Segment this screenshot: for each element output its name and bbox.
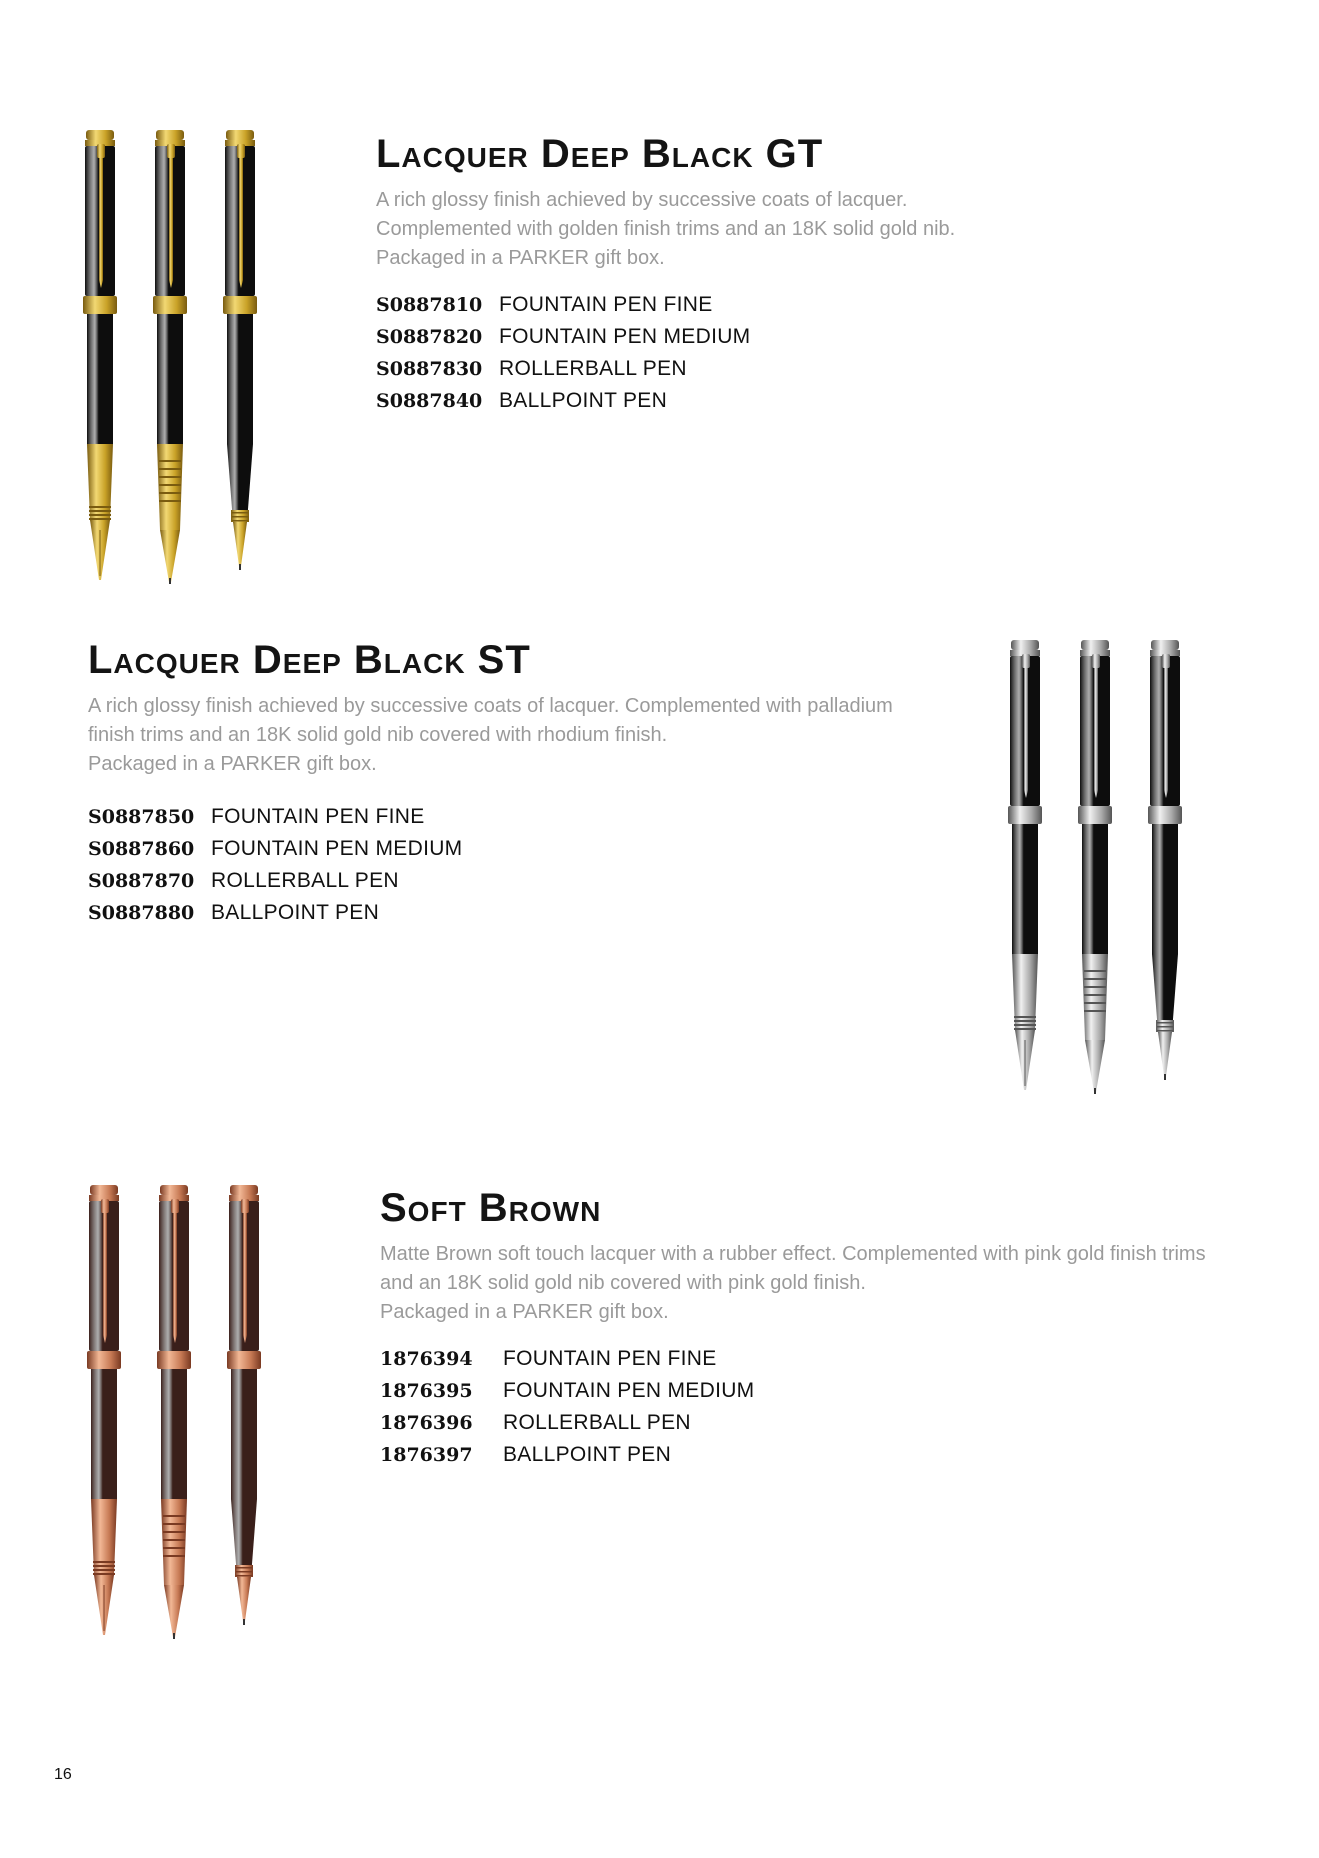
product-title: Lacquer Deep Black ST xyxy=(88,638,531,682)
pens-svg xyxy=(1005,640,1205,1120)
rollerball-pen-icon xyxy=(1078,640,1112,1094)
rollerball-pen-icon xyxy=(153,130,187,584)
product-code-table xyxy=(380,1343,754,1471)
table-row xyxy=(380,1375,754,1407)
description-line: Matte Brown soft touch lacquer with a rubber effect. Complemented with pink gold finish trims xyxy=(380,1243,1206,1265)
description-line: Packaged in a PARKER gift box. xyxy=(88,753,377,775)
product-description xyxy=(88,692,893,779)
pens-image-gt xyxy=(80,130,280,610)
item-code: S0887870 xyxy=(88,870,195,892)
item-code: 1876395 xyxy=(380,1380,473,1402)
ballpoint-pen-icon xyxy=(227,1185,261,1625)
table-row xyxy=(88,801,462,833)
item-name: BALLPOINT PEN xyxy=(503,1443,672,1466)
pens-svg xyxy=(80,130,280,610)
item-code: S0887860 xyxy=(88,838,195,860)
item-code: S0887830 xyxy=(376,358,483,380)
description-line: Packaged in a PARKER gift box. xyxy=(380,1301,669,1323)
fountain-pen-icon xyxy=(1008,640,1042,1090)
description-line: Complemented with golden finish trims and an 18K solid gold nib. xyxy=(376,218,956,240)
product-title: Soft Brown xyxy=(380,1186,602,1230)
item-code: S0887850 xyxy=(88,806,195,828)
table-row xyxy=(88,865,462,897)
item-code: S0887880 xyxy=(88,902,195,924)
item-name: FOUNTAIN PEN MEDIUM xyxy=(499,325,751,348)
product-soft-brown xyxy=(380,1184,1206,1471)
table-row xyxy=(376,385,750,417)
description-line: and an 18K solid gold nib covered with pink gold finish. xyxy=(380,1272,866,1294)
pens-image-st xyxy=(1005,640,1205,1120)
item-code: S0887820 xyxy=(376,326,483,348)
product-code-table xyxy=(376,289,750,417)
pens-image-soft-brown xyxy=(84,1185,284,1665)
item-code: S0887840 xyxy=(376,390,483,412)
item-name: BALLPOINT PEN xyxy=(499,389,668,412)
table-row xyxy=(380,1343,754,1375)
ballpoint-pen-icon xyxy=(223,130,257,570)
table-row xyxy=(376,353,750,385)
rollerball-pen-icon xyxy=(157,1185,191,1639)
ballpoint-pen-icon xyxy=(1148,640,1182,1080)
item-name: FOUNTAIN PEN FINE xyxy=(499,293,713,316)
product-description xyxy=(380,1240,1206,1327)
pens-svg xyxy=(84,1185,284,1665)
item-name: ROLLERBALL PEN xyxy=(503,1411,691,1434)
fountain-pen-icon xyxy=(87,1185,121,1635)
item-name: FOUNTAIN PEN MEDIUM xyxy=(503,1379,755,1402)
item-name: ROLLERBALL PEN xyxy=(211,869,399,892)
product-code-table xyxy=(88,801,462,929)
description-line: A rich glossy finish achieved by successive coats of lacquer. xyxy=(376,189,908,211)
description-line: A rich glossy finish achieved by successive coats of lacquer. Complemented with palladium xyxy=(88,695,893,717)
description-line: finish trims and an 18K solid gold nib covered with rhodium finish. xyxy=(88,724,668,746)
table-row xyxy=(376,321,750,353)
item-code: 1876394 xyxy=(380,1348,473,1370)
table-row xyxy=(88,833,462,865)
page-number: 16 xyxy=(54,1766,72,1783)
table-row xyxy=(380,1439,754,1471)
item-name: BALLPOINT PEN xyxy=(211,901,380,924)
product-title: Lacquer Deep Black GT xyxy=(376,132,824,176)
product-lacquer-deep-black-st xyxy=(88,636,893,929)
table-row xyxy=(376,289,750,321)
item-name: ROLLERBALL PEN xyxy=(499,357,687,380)
product-lacquer-deep-black-gt xyxy=(376,130,955,417)
table-row xyxy=(88,897,462,929)
item-code: 1876397 xyxy=(380,1444,473,1466)
item-name: FOUNTAIN PEN MEDIUM xyxy=(211,837,463,860)
fountain-pen-icon xyxy=(83,130,117,580)
table-row xyxy=(380,1407,754,1439)
item-code: 1876396 xyxy=(380,1412,473,1434)
description-line: Packaged in a PARKER gift box. xyxy=(376,247,665,269)
product-description xyxy=(376,186,955,273)
item-code: S0887810 xyxy=(376,294,483,316)
item-name: FOUNTAIN PEN FINE xyxy=(211,805,425,828)
item-name: FOUNTAIN PEN FINE xyxy=(503,1347,717,1370)
